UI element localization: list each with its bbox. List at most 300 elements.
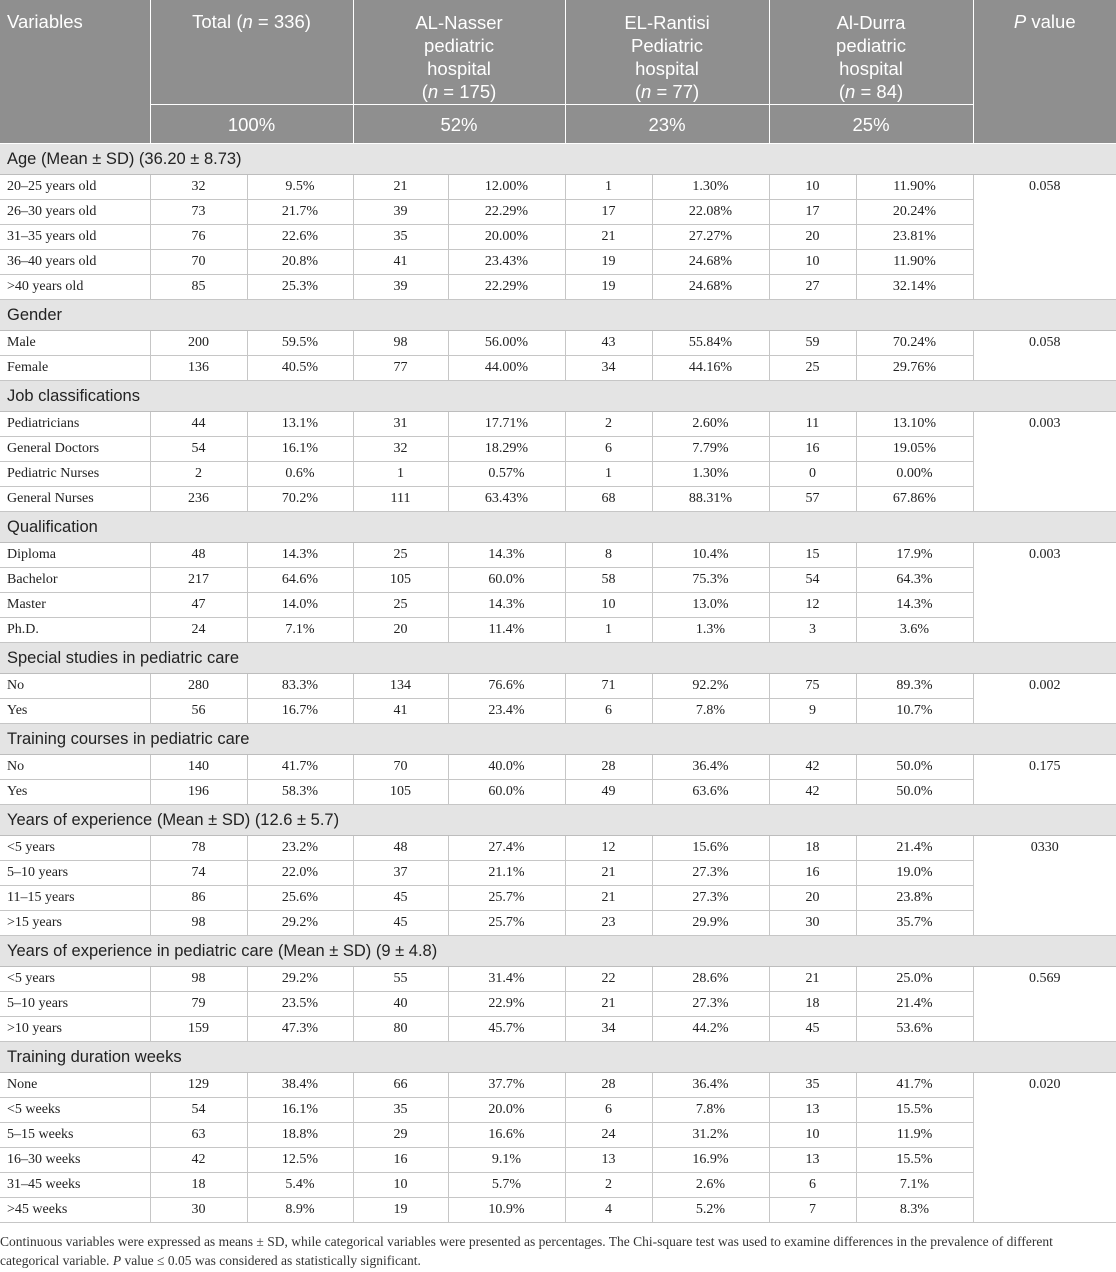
row-label: 16–30 weeks [0, 1148, 150, 1173]
table-cell: 29.2% [247, 911, 353, 936]
table-cell: 21.7% [247, 200, 353, 225]
table-cell: 55.84% [652, 331, 769, 356]
table-cell: 22.9% [448, 992, 565, 1017]
header-total [150, 0, 353, 105]
p-value-cell: 0.003 [973, 412, 1116, 512]
table-row [0, 200, 1116, 225]
row-label: >15 years [0, 911, 150, 936]
table-cell: 27.3% [652, 861, 769, 886]
table-row [0, 699, 1116, 724]
table-cell: 29.76% [856, 356, 973, 381]
section-header-row [0, 300, 1116, 331]
table-cell: 15.5% [856, 1098, 973, 1123]
table-header [0, 0, 1116, 144]
table-cell: 80 [353, 1017, 448, 1042]
table-cell: 21 [565, 886, 652, 911]
table-row [0, 275, 1116, 300]
table-cell: 7.79% [652, 437, 769, 462]
table-cell: 88.31% [652, 487, 769, 512]
row-label: Pediatricians [0, 412, 150, 437]
table-cell: 28.6% [652, 967, 769, 992]
table-cell: 4 [565, 1198, 652, 1223]
footnote-line-2a: categorical variable. [0, 1253, 113, 1268]
table-cell: 36.4% [652, 1073, 769, 1098]
table-row [0, 1173, 1116, 1198]
section-header-row [0, 144, 1116, 175]
table-cell: 8.3% [856, 1198, 973, 1223]
table-cell: 18 [769, 992, 856, 1017]
table-row [0, 780, 1116, 805]
table-cell: 13 [769, 1148, 856, 1173]
section-header-row [0, 936, 1116, 967]
table-cell: 27 [769, 275, 856, 300]
table-cell: 21.1% [448, 861, 565, 886]
table-row [0, 356, 1116, 381]
section-title: Years of experience in pediatric care (Mean ± SD) (9 ± 4.8) [0, 936, 1116, 967]
header-rantisi-n: (n = 77) [634, 81, 700, 102]
table-cell: 20.24% [856, 200, 973, 225]
row-label: Ph.D. [0, 618, 150, 643]
table-cell: 57 [769, 487, 856, 512]
table-cell: 38.4% [247, 1073, 353, 1098]
table-cell: 76.6% [448, 674, 565, 699]
p-value-cell: 0.569 [973, 967, 1116, 1042]
section-title: Qualification [0, 512, 1116, 543]
table-cell: 22.6% [247, 225, 353, 250]
table-cell: 10.9% [448, 1198, 565, 1223]
header-durra-line: pediatric [836, 35, 906, 56]
table-cell: 1 [565, 462, 652, 487]
table-cell: 58 [565, 568, 652, 593]
table-cell: 10 [769, 175, 856, 200]
table-cell: 44.2% [652, 1017, 769, 1042]
section-title: Training duration weeks [0, 1042, 1116, 1073]
table-cell: 12 [769, 593, 856, 618]
table-cell: 59 [769, 331, 856, 356]
table-cell: 10 [769, 250, 856, 275]
table-cell: 7.1% [856, 1173, 973, 1198]
table-cell: 280 [150, 674, 247, 699]
table-cell: 19.0% [856, 861, 973, 886]
table-cell: 25.0% [856, 967, 973, 992]
table-cell: 21.4% [856, 992, 973, 1017]
table-cell: 18.29% [448, 437, 565, 462]
table-row [0, 1098, 1116, 1123]
table-cell: 2.6% [652, 1173, 769, 1198]
row-label: 5–10 years [0, 861, 150, 886]
table-cell: 20 [353, 618, 448, 643]
table-cell: 70.24% [856, 331, 973, 356]
table-cell: 23.8% [856, 886, 973, 911]
table-row [0, 992, 1116, 1017]
table-cell: 18 [150, 1173, 247, 1198]
table-cell: 20.8% [247, 250, 353, 275]
table-cell: 29.9% [652, 911, 769, 936]
row-label: 26–30 years old [0, 200, 150, 225]
table-cell: 2.60% [652, 412, 769, 437]
row-label: No [0, 755, 150, 780]
table-cell: 74 [150, 861, 247, 886]
header-rantisi-pct: 23% [565, 105, 769, 144]
row-label: 5–10 years [0, 992, 150, 1017]
table-cell: 20 [769, 225, 856, 250]
table-cell: 34 [565, 356, 652, 381]
table-cell: 18.8% [247, 1123, 353, 1148]
section-header-row [0, 381, 1116, 412]
table-cell: 75.3% [652, 568, 769, 593]
table-cell: 35.7% [856, 911, 973, 936]
table-cell: 56 [150, 699, 247, 724]
table-row [0, 1017, 1116, 1042]
row-label: <5 years [0, 836, 150, 861]
table-cell: 13 [769, 1098, 856, 1123]
table-cell: 41 [353, 250, 448, 275]
table-cell: 68 [565, 487, 652, 512]
table-cell: 20 [769, 886, 856, 911]
table-cell: 5.4% [247, 1173, 353, 1198]
row-label: General Doctors [0, 437, 150, 462]
table-cell: 29.2% [247, 967, 353, 992]
table-cell: 14.3% [448, 543, 565, 568]
table-cell: 31.2% [652, 1123, 769, 1148]
table-cell: 16.9% [652, 1148, 769, 1173]
section-title: Training courses in pediatric care [0, 724, 1116, 755]
table-cell: 19 [353, 1198, 448, 1223]
table-cell: 12 [565, 836, 652, 861]
table-cell: 10 [353, 1173, 448, 1198]
header-durra-line: hospital [839, 58, 903, 79]
table-cell: 24 [565, 1123, 652, 1148]
table-cell: 64.6% [247, 568, 353, 593]
table-cell: 10.7% [856, 699, 973, 724]
table-row [0, 1073, 1116, 1098]
table-cell: 25 [353, 593, 448, 618]
table-cell: 16 [769, 437, 856, 462]
table-cell: 31.4% [448, 967, 565, 992]
table-cell: 25.7% [448, 886, 565, 911]
table-cell: 19 [565, 250, 652, 275]
table-cell: 42 [150, 1148, 247, 1173]
table-body [0, 144, 1116, 1223]
table-cell: 21 [353, 175, 448, 200]
table-cell: 18 [769, 836, 856, 861]
table-row [0, 225, 1116, 250]
table-cell: 0.57% [448, 462, 565, 487]
table-cell: 22 [565, 967, 652, 992]
table-row [0, 674, 1116, 699]
table-cell: 0 [769, 462, 856, 487]
table-cell: 78 [150, 836, 247, 861]
table-cell: 50.0% [856, 780, 973, 805]
row-label: General Nurses [0, 487, 150, 512]
table-cell: 27.27% [652, 225, 769, 250]
table-cell: 22.08% [652, 200, 769, 225]
table-row [0, 1198, 1116, 1223]
table-cell: 21.4% [856, 836, 973, 861]
table-cell: 1 [565, 175, 652, 200]
table-cell: 44 [150, 412, 247, 437]
table-cell: 64.3% [856, 568, 973, 593]
table-cell: 59.5% [247, 331, 353, 356]
table-cell: 16.6% [448, 1123, 565, 1148]
table-cell: 41 [353, 699, 448, 724]
table-cell: 37.7% [448, 1073, 565, 1098]
table-cell: 23.2% [247, 836, 353, 861]
table-cell: 10.4% [652, 543, 769, 568]
table-cell: 11.90% [856, 250, 973, 275]
table-row [0, 487, 1116, 512]
table-row [0, 911, 1116, 936]
table-row [0, 861, 1116, 886]
header-pvalue-p: P [1013, 11, 1027, 32]
table-cell: 8 [565, 543, 652, 568]
p-value-cell: 0.058 [973, 175, 1116, 300]
table-cell: 28 [565, 1073, 652, 1098]
row-label: 5–15 weeks [0, 1123, 150, 1148]
table-cell: 79 [150, 992, 247, 1017]
table-row [0, 175, 1116, 200]
table-cell: 11.9% [856, 1123, 973, 1148]
table-cell: 23.43% [448, 250, 565, 275]
header-rantisi-line: EL-Rantisi [624, 12, 710, 33]
table-cell: 32.14% [856, 275, 973, 300]
table-cell: 1.30% [652, 462, 769, 487]
row-label: 36–40 years old [0, 250, 150, 275]
row-label: Yes [0, 699, 150, 724]
table-cell: 9.1% [448, 1148, 565, 1173]
row-label: <5 years [0, 967, 150, 992]
row-label: 31–35 years old [0, 225, 150, 250]
table-cell: 13.0% [652, 593, 769, 618]
row-label: Yes [0, 780, 150, 805]
table-row [0, 886, 1116, 911]
table-row [0, 1148, 1116, 1173]
table-cell: 66 [353, 1073, 448, 1098]
section-title: Special studies in pediatric care [0, 643, 1116, 674]
table-cell: 3 [769, 618, 856, 643]
table-cell: 32 [353, 437, 448, 462]
row-label: Male [0, 331, 150, 356]
table-cell: 32 [150, 175, 247, 200]
table-cell: 19.05% [856, 437, 973, 462]
table-cell: 41.7% [247, 755, 353, 780]
table-cell: 40 [353, 992, 448, 1017]
table-cell: 47.3% [247, 1017, 353, 1042]
table-cell: 7.8% [652, 699, 769, 724]
table-cell: 34 [565, 1017, 652, 1042]
table-cell: 35 [353, 1098, 448, 1123]
table-cell: 10 [769, 1123, 856, 1148]
table-cell: 49 [565, 780, 652, 805]
table-cell: 14.3% [448, 593, 565, 618]
table-cell: 47 [150, 593, 247, 618]
table-cell: 7 [769, 1198, 856, 1223]
table-row [0, 593, 1116, 618]
table-cell: 73 [150, 200, 247, 225]
table-cell: 75 [769, 674, 856, 699]
table-cell: 29 [353, 1123, 448, 1148]
table-cell: 196 [150, 780, 247, 805]
table-cell: 45 [353, 911, 448, 936]
table-cell: 25 [769, 356, 856, 381]
table-cell: 21 [565, 992, 652, 1017]
table-cell: 55 [353, 967, 448, 992]
table-cell: 28 [565, 755, 652, 780]
table-cell: 24.68% [652, 250, 769, 275]
table-cell: 2 [150, 462, 247, 487]
table-cell: 2 [565, 412, 652, 437]
section-header-row [0, 724, 1116, 755]
table-cell: 44.00% [448, 356, 565, 381]
table-cell: 20.00% [448, 225, 565, 250]
table-cell: 111 [353, 487, 448, 512]
table-cell: 35 [353, 225, 448, 250]
table-cell: 14.3% [856, 593, 973, 618]
table-cell: 23.4% [448, 699, 565, 724]
section-header-row [0, 1042, 1116, 1073]
row-label: 20–25 years old [0, 175, 150, 200]
table-cell: 105 [353, 568, 448, 593]
table-cell: 22.29% [448, 200, 565, 225]
table-cell: 70.2% [247, 487, 353, 512]
section-title: Years of experience (Mean ± SD) (12.6 ± 5.7) [0, 805, 1116, 836]
table-cell: 31 [353, 412, 448, 437]
table-cell: 25.3% [247, 275, 353, 300]
p-value-cell: 0330 [973, 836, 1116, 936]
footnote-line-1: Continuous variables were expressed as means ± SD, while categorical variables were presented as percentages. The Chi-square test was used to examine differences in the prevalence of different [0, 1234, 1053, 1249]
table-cell: 16 [353, 1148, 448, 1173]
table-cell: 42 [769, 780, 856, 805]
table-cell: 70 [150, 250, 247, 275]
table-cell: 15.5% [856, 1148, 973, 1173]
table-cell: 48 [150, 543, 247, 568]
table-cell: 48 [353, 836, 448, 861]
table-cell: 5.2% [652, 1198, 769, 1223]
table-cell: 17 [565, 200, 652, 225]
table-cell: 12.00% [448, 175, 565, 200]
table-cell: 60.0% [448, 780, 565, 805]
row-label: Diploma [0, 543, 150, 568]
table-cell: 86 [150, 886, 247, 911]
table-cell: 43 [565, 331, 652, 356]
table-cell: 76 [150, 225, 247, 250]
table-cell: 16 [769, 861, 856, 886]
table-cell: 129 [150, 1073, 247, 1098]
header-nasser-line: pediatric [424, 35, 494, 56]
section-header-row [0, 643, 1116, 674]
table-cell: 25.7% [448, 911, 565, 936]
table-cell: 17.9% [856, 543, 973, 568]
table-cell: 16.1% [247, 437, 353, 462]
table-cell: 45 [769, 1017, 856, 1042]
footnote-p: P [112, 1253, 122, 1268]
table-cell: 1.30% [652, 175, 769, 200]
row-label: None [0, 1073, 150, 1098]
table-cell: 1.3% [652, 618, 769, 643]
table-cell: 1 [565, 618, 652, 643]
table-cell: 12.5% [247, 1148, 353, 1173]
section-header-row [0, 805, 1116, 836]
header-total-pct: 100% [150, 105, 353, 144]
table-cell: 13.1% [247, 412, 353, 437]
table-cell: 6 [565, 699, 652, 724]
table-cell: 44.16% [652, 356, 769, 381]
table-cell: 1 [353, 462, 448, 487]
table-cell: 13 [565, 1148, 652, 1173]
table-cell: 16.7% [247, 699, 353, 724]
header-durra [769, 0, 973, 105]
header-total-n: (n = 336) [236, 11, 311, 32]
table-cell: 98 [150, 911, 247, 936]
table-cell: 6 [769, 1173, 856, 1198]
table-row [0, 250, 1116, 275]
table-cell: 50.0% [856, 755, 973, 780]
row-label: Bachelor [0, 568, 150, 593]
table-cell: 85 [150, 275, 247, 300]
table-cell: 41.7% [856, 1073, 973, 1098]
row-label: No [0, 674, 150, 699]
table-cell: 134 [353, 674, 448, 699]
p-value-cell: 0.002 [973, 674, 1116, 724]
table-cell: 27.3% [652, 992, 769, 1017]
header-durra-n: (n = 84) [838, 81, 904, 102]
table-cell: 54 [150, 1098, 247, 1123]
table-cell: 45 [353, 886, 448, 911]
table-cell: 21 [565, 225, 652, 250]
table-cell: 27.4% [448, 836, 565, 861]
row-label: <5 weeks [0, 1098, 150, 1123]
header-durra-pct: 25% [769, 105, 973, 144]
table-cell: 21 [769, 967, 856, 992]
header-nasser-line: hospital [427, 58, 491, 79]
table-cell: 36.4% [652, 755, 769, 780]
header-pvalue-rest: value [1031, 11, 1076, 32]
row-label: >40 years old [0, 275, 150, 300]
table-cell: 23.5% [247, 992, 353, 1017]
table-cell: 20.0% [448, 1098, 565, 1123]
table-cell: 236 [150, 487, 247, 512]
table-cell: 8.9% [247, 1198, 353, 1223]
table-cell: 24 [150, 618, 247, 643]
table-cell: 42 [769, 755, 856, 780]
table-cell: 9.5% [247, 175, 353, 200]
table-row [0, 755, 1116, 780]
table-cell: 11.4% [448, 618, 565, 643]
table-cell: 56.00% [448, 331, 565, 356]
table-cell: 6 [565, 437, 652, 462]
table-cell: 16.1% [247, 1098, 353, 1123]
footnote-line-2b: value ≤ 0.05 was considered as statistically significant. [121, 1253, 421, 1268]
table-cell: 67.86% [856, 487, 973, 512]
table-row [0, 568, 1116, 593]
table-cell: 21 [565, 861, 652, 886]
p-value-cell: 0.175 [973, 755, 1116, 805]
header-variables: Variables [0, 0, 150, 144]
table-cell: 60.0% [448, 568, 565, 593]
section-header-row [0, 512, 1116, 543]
table-cell: 25.6% [247, 886, 353, 911]
table-cell: 140 [150, 755, 247, 780]
table-cell: 63.6% [652, 780, 769, 805]
section-title: Gender [0, 300, 1116, 331]
table-row [0, 967, 1116, 992]
table-cell: 39 [353, 200, 448, 225]
table-cell: 54 [769, 568, 856, 593]
table-row [0, 437, 1116, 462]
table-cell: 24.68% [652, 275, 769, 300]
section-title: Job classifications [0, 381, 1116, 412]
table-row [0, 836, 1116, 861]
